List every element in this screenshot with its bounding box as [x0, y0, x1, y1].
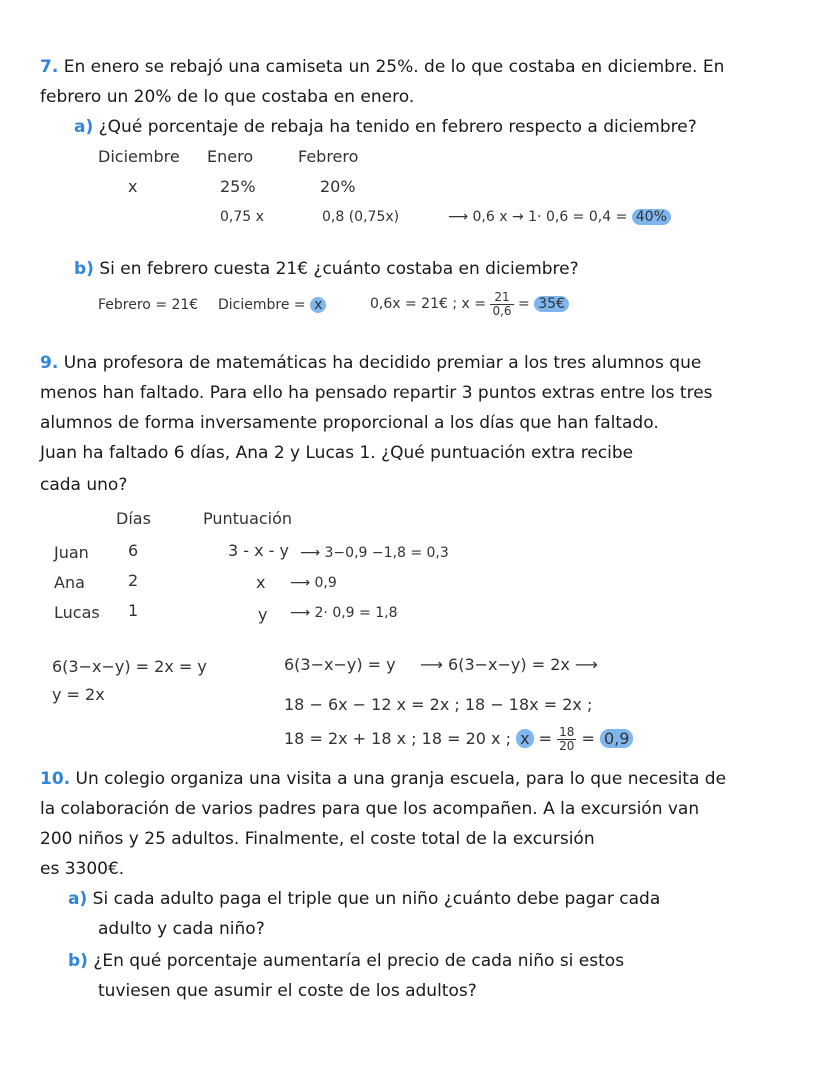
p9-frac-num: 18	[559, 725, 575, 739]
p7-feb-equation: Febrero = 21€	[98, 297, 199, 313]
p9-line4: Juan ha faltado 6 días, Ana 2 y Lucas 1. ¿Qué puntuación extra recibe	[40, 443, 634, 463]
p7-frac-num: 21	[490, 291, 513, 305]
p7-dic-label: Diciembre =	[218, 297, 306, 313]
p7-question-b	[74, 258, 579, 280]
p9-line5: cada uno?	[40, 475, 128, 495]
p9-row-name: Lucas	[54, 603, 100, 622]
p7-line2: febrero un 20% de lo que costaba en enero.	[40, 87, 415, 107]
p10-line2: la colaboración de varios padres para que los acompañen. A la excursión van	[40, 799, 700, 819]
p9-row-name: Ana	[54, 573, 85, 592]
p7-enero-value: 0,75 x	[220, 209, 264, 225]
p10-line3: 200 niños y 25 adultos. Finalmente, el coste total de la excursión	[40, 829, 595, 849]
p9-line3: alumnos de forma inversamente proporcional a los días que han faltado.	[40, 413, 659, 433]
p9-text1: Una profesora de matemáticas ha decidido premiar a los tres alumnos que	[63, 353, 702, 373]
p7-calculation	[448, 206, 671, 228]
p10-b-text1: ¿En qué porcentaje aumentaría el precio de cada niño si estos	[93, 951, 625, 971]
p9-row-days: 6	[128, 541, 139, 560]
p9-eq-r3-text: 18 = 2x + 18 x ; 18 = 20 x ;	[284, 729, 511, 748]
p9-line1	[40, 352, 701, 374]
p10-text1: Un colegio organiza una visita a una granja escuela, para lo que necesita de	[75, 769, 727, 789]
p9-row-calc: ⟶ 0,9	[290, 575, 337, 591]
p9-eq-left2: y = 2x	[52, 685, 105, 704]
p9-row-expr: x	[256, 573, 266, 592]
p7-pct20: 20%	[320, 177, 356, 196]
p10-a-label: a)	[68, 889, 88, 909]
p7-dic-x: x	[310, 297, 326, 313]
p9-row-name: Juan	[54, 543, 89, 562]
p7-a-text: ¿Qué porcentaje de rebaja ha tenido en febrero respecto a diciembre?	[98, 117, 697, 137]
p9-result: 0,9	[600, 729, 633, 748]
p9-eq-right1a: 6(3−x−y) = y	[284, 655, 396, 674]
p7-result-a: 40%	[632, 209, 671, 225]
p7-eq-sign: =	[518, 296, 530, 312]
p10-question-b	[68, 950, 624, 972]
p9-col-puntuacion: Puntuación	[203, 509, 293, 528]
p7-x: x	[128, 177, 138, 196]
p7-calc-text: ⟶ 0,6 x → 1· 0,6 = 0,4 =	[448, 209, 628, 225]
p9-row-calc: ⟶ 2· 0,9 = 1,8	[290, 605, 398, 621]
p10-a-line2: adulto y cada niño?	[98, 919, 265, 939]
p7-a-label: a)	[74, 117, 94, 137]
p7-col-enero: Enero	[207, 147, 254, 166]
p9-row-calc: ⟶ 3−0,9 −1,8 = 0,3	[300, 545, 449, 561]
p9-eq-r3-sign: =	[538, 729, 553, 748]
p7-febrero-value: 0,8 (0,75x)	[322, 209, 400, 225]
p10-number: 10.	[40, 769, 71, 789]
p9-frac-den: 20	[559, 739, 575, 753]
p7-text1: En enero se rebajó una camiseta un 25%. de lo que costaba en diciembre. En	[63, 57, 725, 77]
p10-a-text1: Si cada adulto paga el triple que un niño ¿cuánto debe pagar cada	[92, 889, 661, 909]
p10-line1	[40, 768, 726, 790]
p7-b-text: Si en febrero cuesta 21€ ¿cuánto costaba en diciembre?	[99, 259, 579, 279]
p9-number: 9.	[40, 353, 59, 373]
p7-line1	[40, 56, 724, 78]
p7-question-a	[74, 116, 697, 138]
p7-result-b: 35€	[534, 296, 569, 312]
p10-b-line2: tuviesen que asumir el coste de los adultos?	[98, 981, 477, 1001]
p9-eq-right3	[284, 722, 633, 756]
p7-number: 7.	[40, 57, 59, 77]
p9-row-days: 1	[128, 601, 139, 620]
p7-b-label: b)	[74, 259, 94, 279]
p7-solve	[370, 287, 569, 321]
p7-col-febrero: Febrero	[298, 147, 359, 166]
p7-frac-den: 0,6	[492, 303, 512, 318]
p10-b-label: b)	[68, 951, 88, 971]
p7-pct25: 25%	[220, 177, 256, 196]
p10-question-a	[68, 888, 660, 910]
p7-dic-equation	[218, 294, 326, 316]
p7-col-diciembre: Diciembre	[98, 147, 180, 166]
p9-eq-r3-sign2: =	[581, 729, 595, 748]
p9-x-highlight: x	[516, 729, 533, 748]
p9-fraction	[557, 726, 576, 753]
p10-line4: es 3300€.	[40, 859, 125, 879]
p9-line2: menos han faltado. Para ello ha pensado repartir 3 puntos extras entre los tres	[40, 383, 713, 403]
p7-eq: 0,6x = 21€ ; x =	[370, 296, 486, 312]
p7-fraction	[490, 291, 513, 318]
p9-row-expr: 3 - x - y	[228, 541, 290, 560]
p9-row-expr: y	[258, 605, 268, 624]
p9-eq-left1: 6(3−x−y) = 2x = y	[52, 657, 207, 676]
p9-col-dias: Días	[116, 509, 151, 528]
p9-eq-right1b: ⟶ 6(3−x−y) = 2x ⟶	[420, 655, 598, 674]
p9-eq-right2: 18 − 6x − 12 x = 2x ; 18 − 18x = 2x ;	[284, 695, 593, 714]
p9-row-days: 2	[128, 571, 139, 590]
